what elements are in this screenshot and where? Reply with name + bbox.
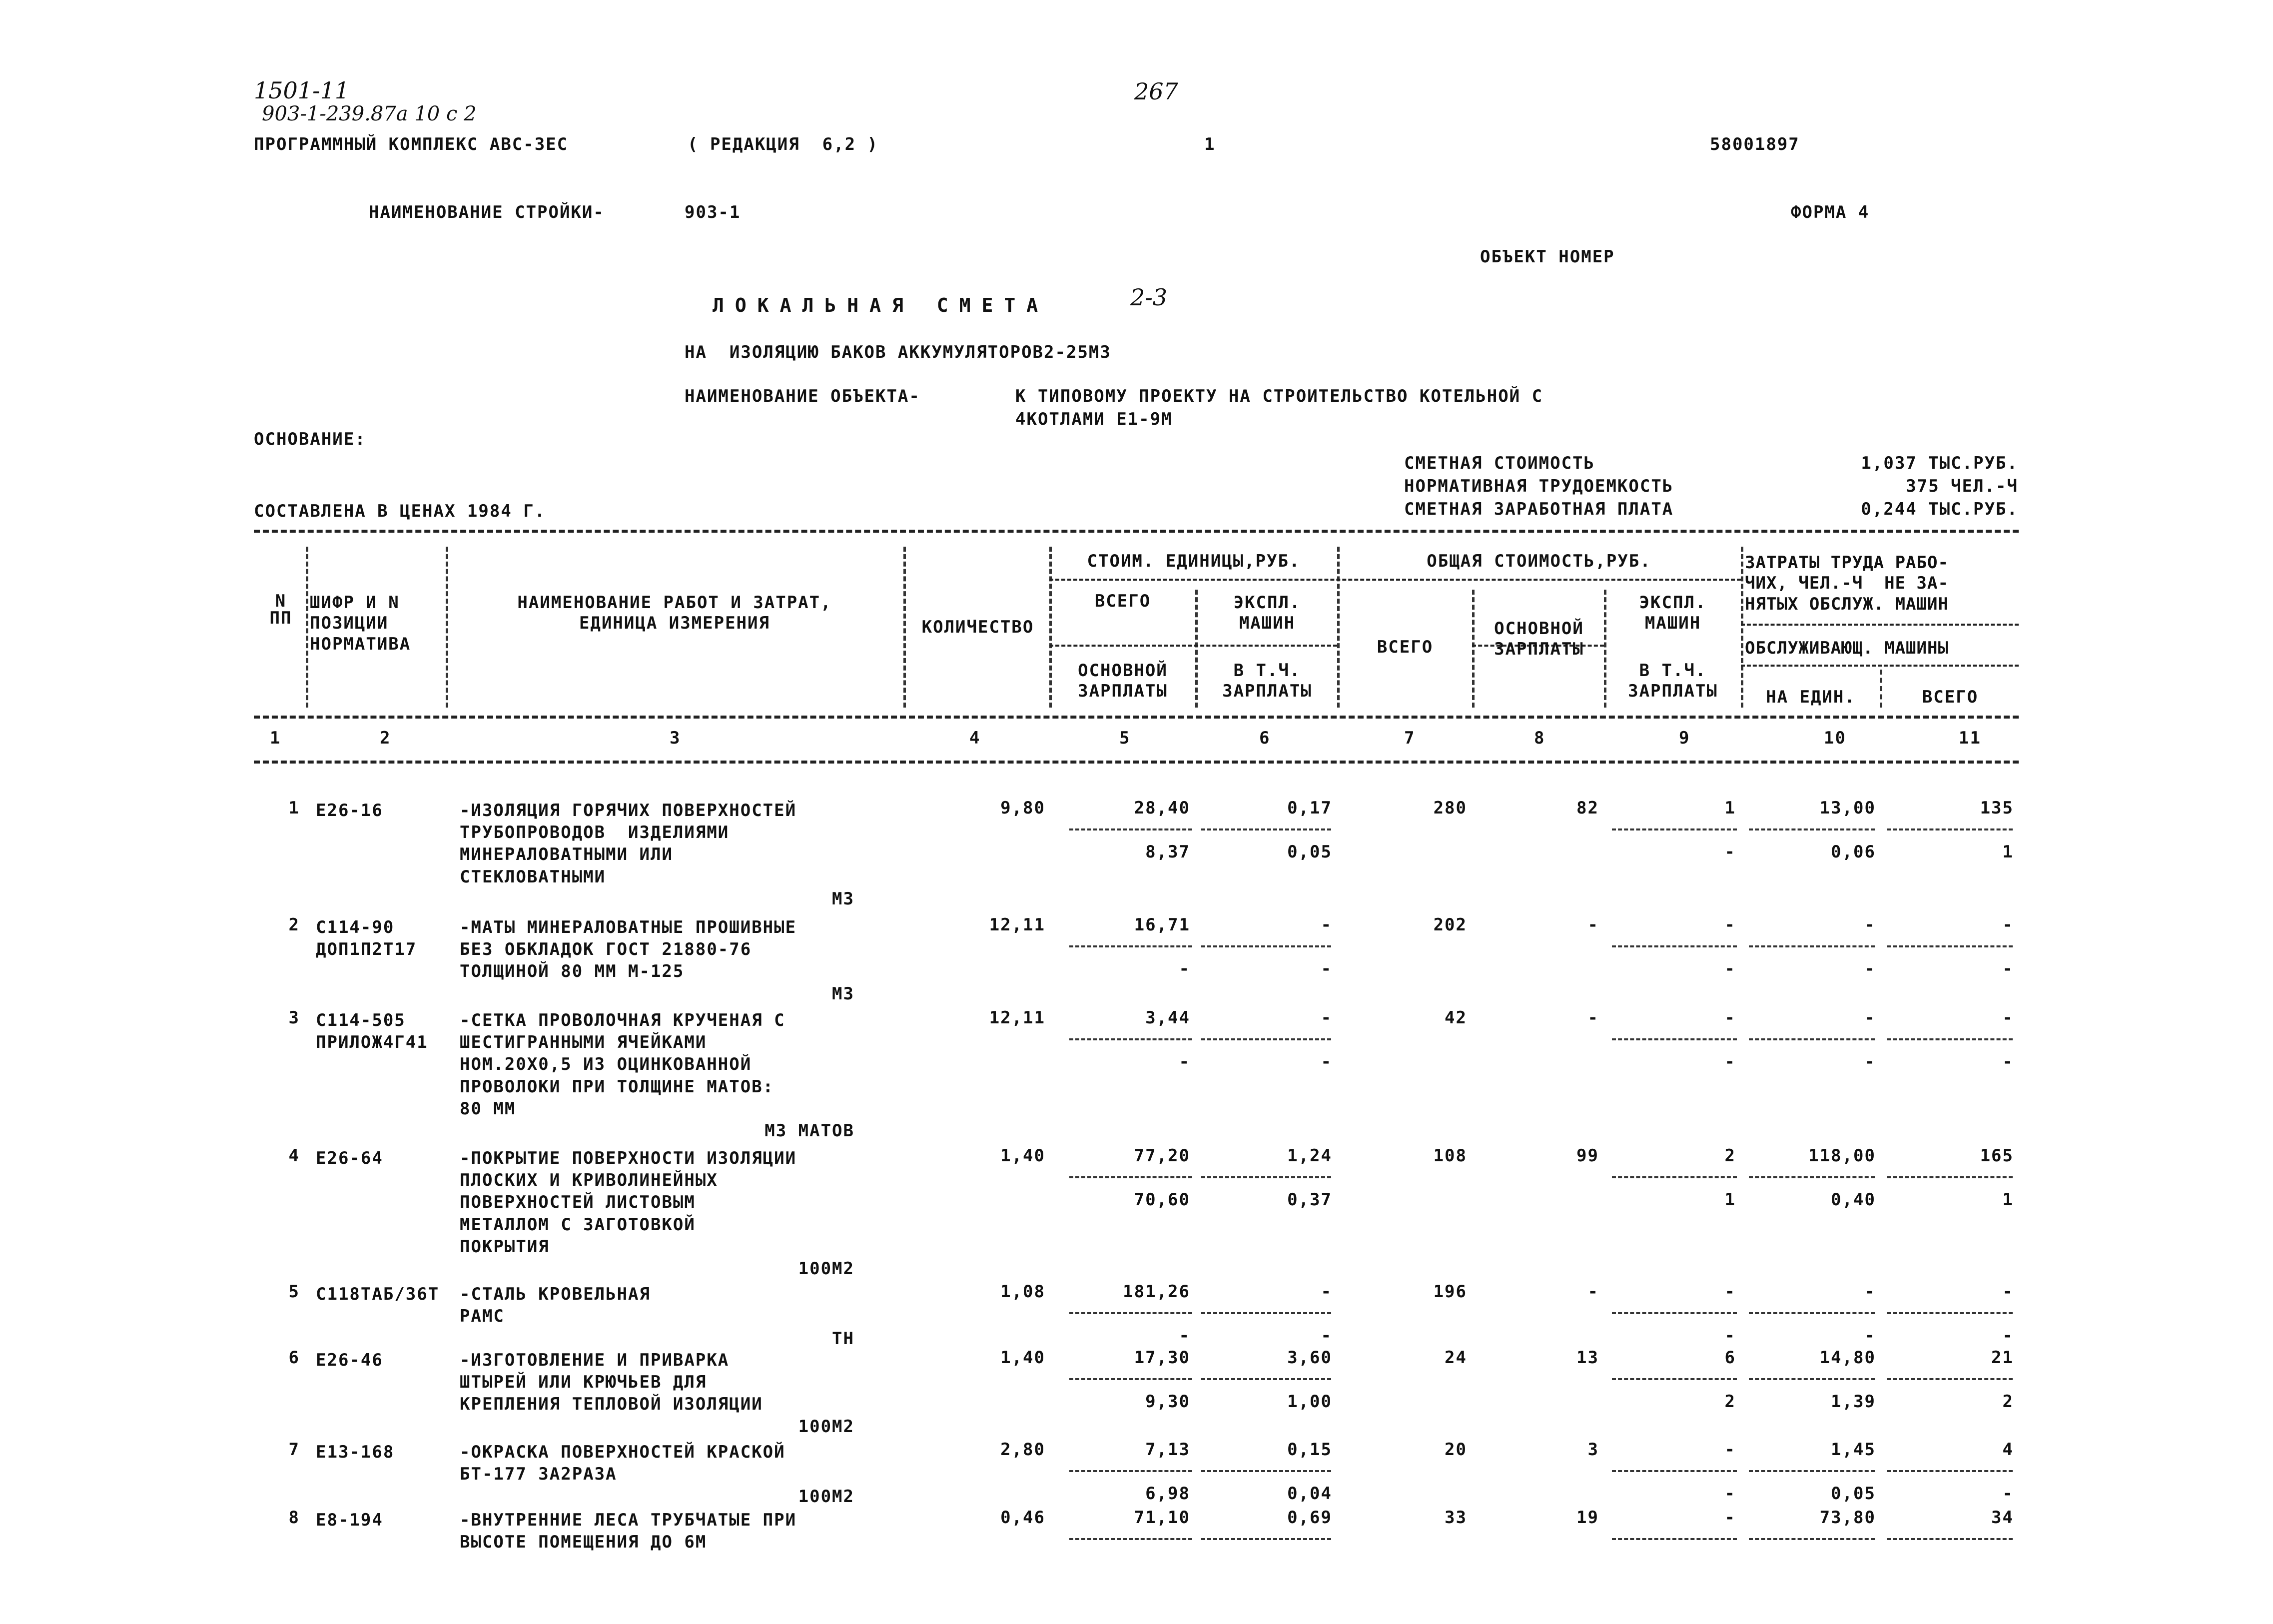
subtotal-rule <box>1887 828 2013 830</box>
row-labor-per-unit: 118,00 <box>1808 1146 1876 1166</box>
col-header-8: ОСНОВНОЙ ЗАРПЛАТЫ <box>1494 619 1584 660</box>
col-header-cost-unit: СТОИМ. ЕДИНИЦЫ,РУБ. <box>1087 551 1301 571</box>
row-machine-labor-per-unit: - <box>1864 959 1876 979</box>
number-row-rule <box>254 761 2019 764</box>
row-description: -МАТЫ МИНЕРАЛОВАТНЫЕ ПРОШИВНЫЕ БЕЗ ОБКЛАДОК ГОСТ 21880-76 ТОЛЩИНОЙ 80 ММ М-125 <box>460 917 797 982</box>
row-labor-per-unit: 14,80 <box>1819 1348 1876 1368</box>
row-description: -ИЗОЛЯЦИЯ ГОРЯЧИХ ПОВЕРХНОСТЕЙ ТРУБОПРОВОДОВ ИЗДЕЛИЯМИ МИНЕРАЛОВАТНЫМИ ИЛИ СТЕКЛОВАТНЫМИ <box>460 801 797 887</box>
col-header-7: ВСЕГО <box>1377 637 1434 657</box>
subtotal-rule <box>1069 828 1192 830</box>
row-unit-base-wage: 70,60 <box>1134 1190 1190 1210</box>
row-labor-total: 4 <box>2002 1440 2014 1460</box>
row-number: 1 <box>288 798 300 818</box>
row-code: Е26-46 <box>316 1350 383 1370</box>
sub-rule <box>1741 624 2019 626</box>
subtotal-rule <box>1612 1312 1737 1314</box>
row-machine-wage-total: - <box>1724 1326 1736 1346</box>
subtotal-rule <box>1201 945 1331 947</box>
basis-label: ОСНОВАНИЕ: <box>254 429 366 449</box>
row-code: С114-505 ПРИЛОЖ4Г41 <box>316 1010 428 1053</box>
object-number: ОБЪЕКТ НОМЕР <box>1480 247 1615 267</box>
subtotal-rule <box>1069 945 1192 947</box>
col-header-1: N ПП <box>269 591 292 628</box>
row-unit-cost-total: 181,26 <box>1123 1282 1190 1302</box>
object-line-2: 4КОТЛАМИ Е1-9М <box>1015 409 1173 429</box>
row-unit-base-wage: 9,30 <box>1145 1392 1190 1412</box>
row-unit-cost-total: 7,13 <box>1145 1440 1190 1460</box>
row-unit-cost-total: 3,44 <box>1145 1008 1190 1028</box>
col-divider <box>446 547 448 708</box>
subtotal-rule <box>1612 1176 1737 1178</box>
row-machine-labor-per-unit: 0,05 <box>1831 1484 1876 1504</box>
row-unit-cost-machines: 1,24 <box>1287 1146 1332 1166</box>
row-unit-machine-wage: 0,37 <box>1287 1190 1332 1210</box>
construction-label: НАИМЕНОВАНИЕ СТРОЙКИ- <box>369 202 605 222</box>
row-unit-cost-total: 17,30 <box>1134 1348 1190 1368</box>
subtotal-rule <box>1887 1538 2013 1540</box>
col-header-10: НА ЕДИН. <box>1766 687 1856 707</box>
row-unit-cost-total: 71,10 <box>1134 1508 1190 1528</box>
program-name: ПРОГРАММНЫЙ КОМПЛЕКС АВС-ЗЕС <box>254 134 569 154</box>
object-line-1: К ТИПОВОМУ ПРОЕКТУ НА СТРОИТЕЛЬСТВО КОТЕЛЬНОЙ С <box>1015 386 1543 406</box>
row-machine-wage-total: - <box>1724 1052 1736 1072</box>
row-unit-base-wage: 6,98 <box>1145 1484 1190 1504</box>
column-number-5: 5 <box>1119 728 1131 748</box>
row-unit-cost-machines: - <box>1321 1282 1332 1302</box>
row-machine-labor-total: - <box>2002 1052 2014 1072</box>
col-header-total-cost: ОБЩАЯ СТОИМОСТЬ,РУБ. <box>1427 551 1651 571</box>
row-total-cost: 24 <box>1445 1348 1467 1368</box>
column-number-9: 9 <box>1679 728 1690 748</box>
subtotal-rule <box>1201 1538 1331 1540</box>
subtotal-rule <box>1612 1038 1737 1040</box>
subtotal-rule <box>1612 945 1737 947</box>
row-machine-labor-total: 1 <box>2002 1190 2014 1210</box>
column-number-7: 7 <box>1404 728 1416 748</box>
row-labor-per-unit: 13,00 <box>1819 798 1876 818</box>
col-header-labor-machines: ОБСЛУЖИВАЮЩ. МАШИНЫ <box>1745 638 1949 658</box>
subtotal-rule <box>1201 1176 1331 1178</box>
row-labor-per-unit: 73,80 <box>1819 1508 1876 1528</box>
col-header-6a: ЭКСПЛ. МАШИН <box>1233 593 1301 634</box>
row-unit: М3 МАТОВ <box>764 1121 854 1141</box>
row-machine-labor-per-unit: 0,40 <box>1831 1190 1876 1210</box>
subtotal-rule <box>1612 828 1737 830</box>
row-total-machines: - <box>1724 1440 1736 1460</box>
row-total-machines: - <box>1724 1508 1736 1528</box>
row-machine-labor-total: 1 <box>2002 842 2014 862</box>
table-top-rule <box>254 530 2019 533</box>
column-number-6: 6 <box>1259 728 1271 748</box>
estimated-cost-value: 1,037 ТЫС.РУБ. <box>1861 453 2018 473</box>
column-number-3: 3 <box>670 728 681 748</box>
row-unit: ТН <box>832 1329 854 1349</box>
row-machine-labor-total: 2 <box>2002 1392 2014 1412</box>
subtotal-rule <box>1887 1470 2013 1472</box>
sub-rule <box>1049 579 1741 581</box>
row-number: 4 <box>288 1146 300 1166</box>
row-total-cost: 196 <box>1433 1282 1467 1302</box>
row-total-cost: 33 <box>1445 1508 1467 1528</box>
column-number-4: 4 <box>969 728 981 748</box>
subtotal-rule <box>1887 945 2013 947</box>
subtotal-rule <box>1749 1538 1875 1540</box>
row-unit-cost-total: 16,71 <box>1134 915 1190 935</box>
wage-value: 0,244 ТЫС.РУБ. <box>1861 499 2018 519</box>
handwritten-estimate-no: 2-3 <box>1130 284 1168 311</box>
row-quantity: 1,08 <box>1000 1282 1045 1302</box>
row-total-wages: 13 <box>1576 1348 1599 1368</box>
object-label: НАИМЕНОВАНИЕ ОБЪЕКТА- <box>685 386 920 406</box>
column-number-2: 2 <box>380 728 391 748</box>
row-machine-wage-total: - <box>1724 1484 1736 1504</box>
subtotal-rule <box>1069 1312 1192 1314</box>
row-total-wages: - <box>1587 915 1599 935</box>
row-code: С118ТАБ/36Т <box>316 1284 440 1304</box>
row-total-machines: 6 <box>1724 1348 1736 1368</box>
row-machine-labor-total: - <box>2002 1326 2014 1346</box>
row-machine-wage-total: 1 <box>1724 1190 1736 1210</box>
row-quantity: 12,11 <box>989 1008 1045 1028</box>
col-divider <box>306 547 308 708</box>
row-quantity: 9,80 <box>1000 798 1045 818</box>
row-total-machines: - <box>1724 915 1736 935</box>
row-description: -ИЗГОТОВЛЕНИЕ И ПРИВАРКА ШТЫРЕЙ ИЛИ КРЮЧЬЕВ ДЛЯ КРЕПЛЕНИЯ ТЕПЛОВОЙ ИЗОЛЯЦИИ <box>460 1350 763 1415</box>
document-title: ЛОКАЛЬНАЯ СМЕТА <box>713 294 1049 316</box>
row-machine-wage-total: - <box>1724 959 1736 979</box>
row-labor-total: - <box>2002 1282 2014 1302</box>
price-basis: СОСТАВЛЕНА В ЦЕНАХ 1984 Г. <box>254 501 546 521</box>
col-header-11: ВСЕГО <box>1922 687 1979 707</box>
handwritten-ref1: 1501-11 <box>254 77 350 104</box>
subtotal-rule <box>1749 1378 1875 1380</box>
labor-intensity-value: 375 ЧЕЛ.-Ч <box>1906 476 2018 496</box>
row-labor-total: - <box>2002 1008 2014 1028</box>
col-divider <box>1880 670 1882 708</box>
row-total-cost: 20 <box>1445 1440 1467 1460</box>
subtotal-rule <box>1887 1038 2013 1040</box>
row-number: 7 <box>288 1440 300 1460</box>
row-number: 8 <box>288 1508 300 1528</box>
row-unit-base-wage: 8,37 <box>1145 842 1190 862</box>
row-labor-total: 135 <box>1980 798 2014 818</box>
row-total-machines: - <box>1724 1008 1736 1028</box>
row-number: 3 <box>288 1008 300 1028</box>
row-labor-total: 21 <box>1991 1348 2014 1368</box>
row-total-cost: 42 <box>1445 1008 1467 1028</box>
subtotal-rule <box>1887 1176 2013 1178</box>
col-header-4: КОЛИЧЕСТВО <box>921 617 1034 637</box>
form-label: ФОРМА 4 <box>1791 202 1870 222</box>
subtotal-rule <box>1749 1470 1875 1472</box>
row-unit-cost-total: 28,40 <box>1134 798 1190 818</box>
row-labor-per-unit: - <box>1864 1008 1876 1028</box>
row-unit: 100М2 <box>798 1487 854 1507</box>
row-unit-cost-machines: 3,60 <box>1287 1348 1332 1368</box>
row-unit-machine-wage: 1,00 <box>1287 1392 1332 1412</box>
subtotal-rule <box>1201 828 1331 830</box>
row-quantity: 2,80 <box>1000 1440 1045 1460</box>
row-unit: 100М2 <box>798 1417 854 1437</box>
col-header-9b: В Т.Ч. ЗАРПЛАТЫ <box>1628 661 1718 702</box>
subtotal-rule <box>1612 1538 1737 1540</box>
row-number: 5 <box>288 1282 300 1302</box>
col-header-9a: ЭКСПЛ. МАШИН <box>1639 593 1707 634</box>
row-machine-labor-per-unit: 0,06 <box>1831 842 1876 862</box>
subtotal-rule <box>1749 828 1875 830</box>
row-unit-cost-machines: 0,69 <box>1287 1508 1332 1528</box>
subtotal-rule <box>1069 1176 1192 1178</box>
row-total-cost: 108 <box>1433 1146 1467 1166</box>
subtotal-rule <box>1069 1538 1192 1540</box>
row-unit: М3 <box>832 889 854 909</box>
row-total-wages: - <box>1587 1008 1599 1028</box>
row-unit-cost-machines: - <box>1321 1008 1332 1028</box>
row-unit-cost-total: 77,20 <box>1134 1146 1190 1166</box>
estimate-subject: НА ИЗОЛЯЦИЮ БАКОВ АККУМУЛЯТОРОВ2-25М3 <box>685 342 1111 362</box>
col-header-6b: В Т.Ч. ЗАРПЛАТЫ <box>1222 661 1312 702</box>
row-unit-cost-machines: 0,17 <box>1287 798 1332 818</box>
handwritten-ref2: 903-1-239.87a 10 с 2 <box>262 102 477 125</box>
construction-value: 903-1 <box>685 202 741 222</box>
row-labor-per-unit: - <box>1864 915 1876 935</box>
row-total-wages: 3 <box>1587 1440 1599 1460</box>
labor-intensity-label: НОРМАТИВНАЯ ТРУДОЕМКОСТЬ <box>1404 476 1674 496</box>
col-header-2: ШИФР И N ПОЗИЦИИ НОРМАТИВА <box>310 593 411 654</box>
row-total-wages: - <box>1587 1282 1599 1302</box>
col-header-labor: ЗАТРАТЫ ТРУДА РАБО- ЧИХ, ЧЕЛ.-Ч НЕ ЗА- НЯТЫХ ОБСЛУЖ. МАШИН <box>1745 553 1949 614</box>
row-machine-labor-per-unit: 1,39 <box>1831 1392 1876 1412</box>
column-number-11: 11 <box>1959 728 1981 748</box>
subtotal-rule <box>1201 1312 1331 1314</box>
col-divider <box>1337 547 1340 708</box>
row-total-machines: 2 <box>1724 1146 1736 1166</box>
subtotal-rule <box>1612 1470 1737 1472</box>
subtotal-rule <box>1612 1378 1737 1380</box>
row-description: -ПОКРЫТИЕ ПОВЕРХНОСТИ ИЗОЛЯЦИИ ПЛОСКИХ И КРИВОЛИНЕЙНЫХ ПОВЕРХНОСТЕЙ ЛИСТОВЫМ МЕТАЛЛОМ С ЗАГОТОВКОЙ ПОКРЫТИЯ <box>460 1148 797 1257</box>
document-code: 58001897 <box>1710 134 1800 154</box>
row-unit-machine-wage: 0,05 <box>1287 842 1332 862</box>
row-number: 6 <box>288 1348 300 1368</box>
col-divider <box>1741 547 1743 708</box>
row-labor-total: 34 <box>1991 1508 2014 1528</box>
subtotal-rule <box>1201 1378 1331 1380</box>
wage-label: СМЕТНАЯ ЗАРАБОТНАЯ ПЛАТА <box>1404 499 1674 519</box>
row-labor-per-unit: - <box>1864 1282 1876 1302</box>
row-unit-base-wage: - <box>1179 959 1190 979</box>
row-labor-total: - <box>2002 915 2014 935</box>
row-unit: М3 <box>832 984 854 1004</box>
subtotal-rule <box>1201 1470 1331 1472</box>
col-divider <box>1195 590 1198 708</box>
subtotal-rule <box>1201 1038 1331 1040</box>
row-machine-labor-per-unit: - <box>1864 1326 1876 1346</box>
row-unit-machine-wage: - <box>1321 1326 1332 1346</box>
row-unit-base-wage: - <box>1179 1052 1190 1072</box>
row-description: -ОКРАСКА ПОВЕРХНОСТЕЙ КРАСКОЙ БТ-177 ЗА2РАЗА <box>460 1442 785 1485</box>
header-bottom-rule <box>254 716 2019 719</box>
sub-rule <box>1741 665 2019 667</box>
handwritten-page-num: 267 <box>1134 78 1178 105</box>
row-code: Е13-168 <box>316 1442 395 1462</box>
row-unit-machine-wage: - <box>1321 1052 1332 1072</box>
row-unit-machine-wage: 0,04 <box>1287 1484 1332 1504</box>
row-unit-base-wage: - <box>1179 1326 1190 1346</box>
row-description: -СТАЛЬ КРОВЕЛЬНАЯ РАМС <box>460 1284 651 1327</box>
row-total-wages: 99 <box>1576 1146 1599 1166</box>
column-number-10: 10 <box>1824 728 1846 748</box>
row-machine-labor-per-unit: - <box>1864 1052 1876 1072</box>
row-unit-cost-machines: 0,15 <box>1287 1440 1332 1460</box>
row-quantity: 1,40 <box>1000 1348 1045 1368</box>
row-unit-cost-machines: - <box>1321 915 1332 935</box>
row-description: -ВНУТРЕННИЕ ЛЕСА ТРУБЧАТЫЕ ПРИ ВЫСОТЕ ПОМЕЩЕНИЯ ДО 6М <box>460 1510 797 1553</box>
edition: ( РЕДАКЦИЯ 6,2 ) <box>688 134 878 154</box>
subtotal-rule <box>1069 1038 1192 1040</box>
row-quantity: 0,46 <box>1000 1508 1045 1528</box>
estimated-cost-label: СМЕТНАЯ СТОИМОСТЬ <box>1404 453 1595 473</box>
sub-rule <box>1049 645 1337 647</box>
col-header-3: НАИМЕНОВАНИЕ РАБОТ И ЗАТРАТ, ЕДИНИЦА ИЗМЕРЕНИЯ <box>517 593 832 634</box>
subtotal-rule <box>1069 1378 1192 1380</box>
row-unit: 100М2 <box>798 1259 854 1279</box>
subtotal-rule <box>1749 1038 1875 1040</box>
subtotal-rule <box>1887 1378 2013 1380</box>
row-total-machines: - <box>1724 1282 1736 1302</box>
col-header-5b: ОСНОВНОЙ ЗАРПЛАТЫ <box>1078 661 1168 702</box>
row-machine-wage-total: - <box>1724 842 1736 862</box>
subtotal-rule <box>1069 1470 1192 1472</box>
col-header-5a: ВСЕГО <box>1094 591 1151 611</box>
row-total-wages: 19 <box>1576 1508 1599 1528</box>
row-total-cost: 280 <box>1433 798 1467 818</box>
subtotal-rule <box>1749 1176 1875 1178</box>
row-labor-per-unit: 1,45 <box>1831 1440 1876 1460</box>
row-machine-wage-total: 2 <box>1724 1392 1736 1412</box>
column-number-8: 8 <box>1534 728 1545 748</box>
subtotal-rule <box>1887 1312 2013 1314</box>
row-machine-labor-total: - <box>2002 1484 2014 1504</box>
page-number: 1 <box>1204 134 1216 154</box>
row-quantity: 12,11 <box>989 915 1045 935</box>
row-code: Е26-64 <box>316 1148 383 1168</box>
row-number: 2 <box>288 915 300 935</box>
subtotal-rule <box>1749 945 1875 947</box>
subtotal-rule <box>1749 1312 1875 1314</box>
row-labor-total: 165 <box>1980 1146 2014 1166</box>
row-total-cost: 202 <box>1433 915 1467 935</box>
column-number-1: 1 <box>270 728 281 748</box>
row-code: Е26-16 <box>316 801 383 820</box>
row-code: Е8-194 <box>316 1510 383 1530</box>
row-unit-machine-wage: - <box>1321 959 1332 979</box>
row-total-wages: 82 <box>1576 798 1599 818</box>
row-description: -СЕТКА ПРОВОЛОЧНАЯ КРУЧЕНАЯ С ШЕСТИГРАННЫМИ ЯЧЕЙКАМИ НОМ.20Х0,5 ИЗ ОЦИНКОВАННОЙ ПРОВОЛОКИ ПРИ ТОЛЩИНЕ МАТОВ: 80 ММ <box>460 1010 785 1119</box>
row-total-machines: 1 <box>1724 798 1736 818</box>
row-code: С114-90 ДОП1П2Т17 <box>316 917 417 960</box>
row-quantity: 1,40 <box>1000 1146 1045 1166</box>
row-machine-labor-total: - <box>2002 959 2014 979</box>
